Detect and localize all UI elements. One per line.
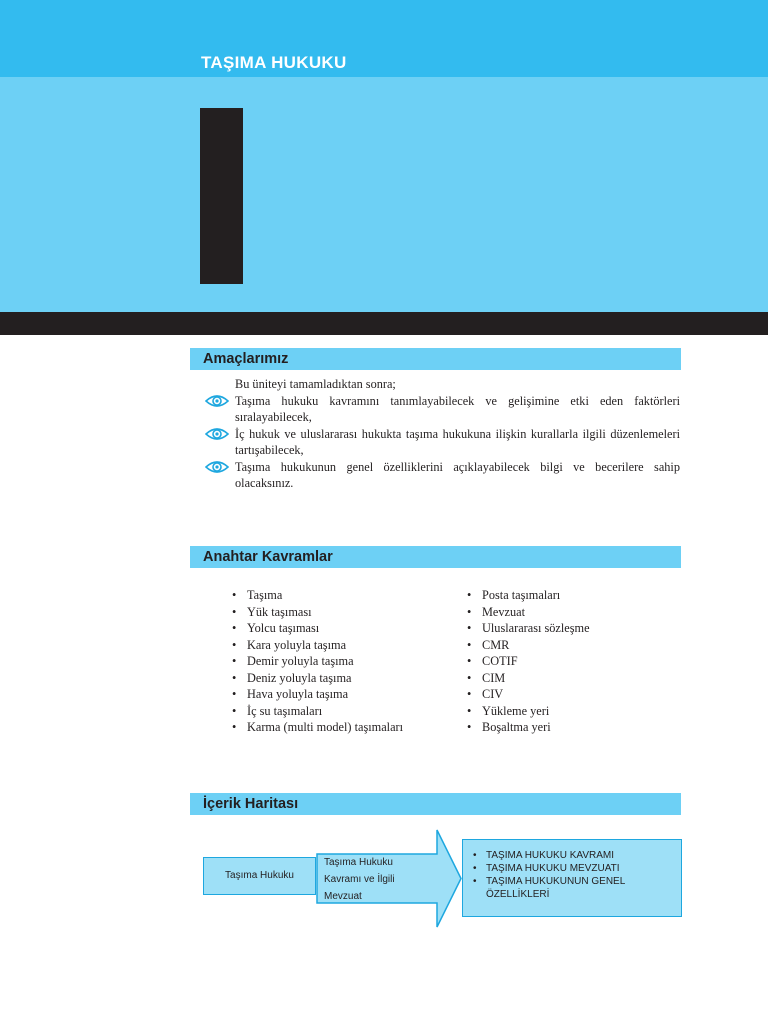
- list-item: • Mevzuat: [467, 604, 590, 621]
- list-item: • TAŞIMA HUKUKU KAVRAMI: [473, 849, 675, 862]
- list-item: • TAŞIMA HUKUKU MEVZUATI: [473, 862, 675, 875]
- list-item: • CIM: [467, 670, 590, 687]
- list-item: • İç su taşımaları: [232, 703, 403, 720]
- map-box-contents: [462, 839, 682, 917]
- objective-item: [235, 393, 680, 426]
- unit-numeral-block: [200, 108, 243, 284]
- list-item: • CMR: [467, 637, 590, 654]
- objective-text: Taşıma hukukunun genel özelliklerini açıklayabilecek bilgi ve becerilere sahip olacaksınız.: [235, 459, 680, 490]
- header-band: [0, 77, 768, 312]
- content-map-heading: İçerik Haritası: [190, 793, 681, 815]
- list-item: • Deniz yoluyla taşıma: [232, 670, 403, 687]
- list-item: • COTIF: [467, 653, 590, 670]
- map-box-topic: Taşıma Hukuku: [203, 857, 316, 895]
- key-concepts-left-list: [232, 587, 403, 736]
- list-item: • Hava yoluyla taşıma: [232, 686, 403, 703]
- list-item: • CIV: [467, 686, 590, 703]
- eye-icon: [205, 393, 229, 409]
- page-title: TAŞIMA HUKUKU: [201, 53, 347, 72]
- eye-icon: [205, 459, 229, 475]
- list-item: • Posta taşımaları: [467, 587, 590, 604]
- objectives-section: [235, 376, 680, 492]
- list-item: • Yükleme yeri: [467, 703, 590, 720]
- objectives-heading: Amaçlarımız: [190, 348, 681, 370]
- objective-item: [235, 426, 680, 459]
- objective-text: Taşıma hukuku kavramını tanımlayabilecek ve gelişimine etki eden faktörleri sıralayabilecek,: [235, 393, 680, 424]
- list-item: • Yük taşıması: [232, 604, 403, 621]
- key-concepts-heading: Anahtar Kavramlar: [190, 546, 681, 568]
- objectives-intro: Bu üniteyi tamamladıktan sonra;: [235, 377, 396, 391]
- list-item: • Uluslararası sözleşme: [467, 620, 590, 637]
- list-item: • Taşıma: [232, 587, 403, 604]
- list-item: • Yolcu taşıması: [232, 620, 403, 637]
- eye-icon: [205, 426, 229, 442]
- objective-item: [235, 459, 680, 492]
- list-item: • Karma (multi model) taşımaları: [232, 719, 403, 736]
- divider-band: [0, 312, 768, 335]
- key-concepts-right-list: [467, 587, 590, 736]
- map-arrow-line: Kavramı ve İlgili: [324, 874, 395, 885]
- header-bar: [0, 0, 768, 77]
- map-arrow-line: Mevzuat: [324, 891, 362, 902]
- objective-text: İç hukuk ve uluslararası hukukta taşıma hukukuna ilişkin kurallarla ilgili düzenlemeleri tartışabilecek,: [235, 426, 680, 457]
- list-item: • Demir yoluyla taşıma: [232, 653, 403, 670]
- list-item: • Boşaltma yeri: [467, 719, 590, 736]
- map-arrow-label: [324, 854, 424, 905]
- list-item: • Kara yoluyla taşıma: [232, 637, 403, 654]
- list-item: • TAŞIMA HUKUKUNUN GENEL ÖZELLİKLERİ: [473, 875, 675, 901]
- map-arrow-line: Taşıma Hukuku: [324, 857, 393, 868]
